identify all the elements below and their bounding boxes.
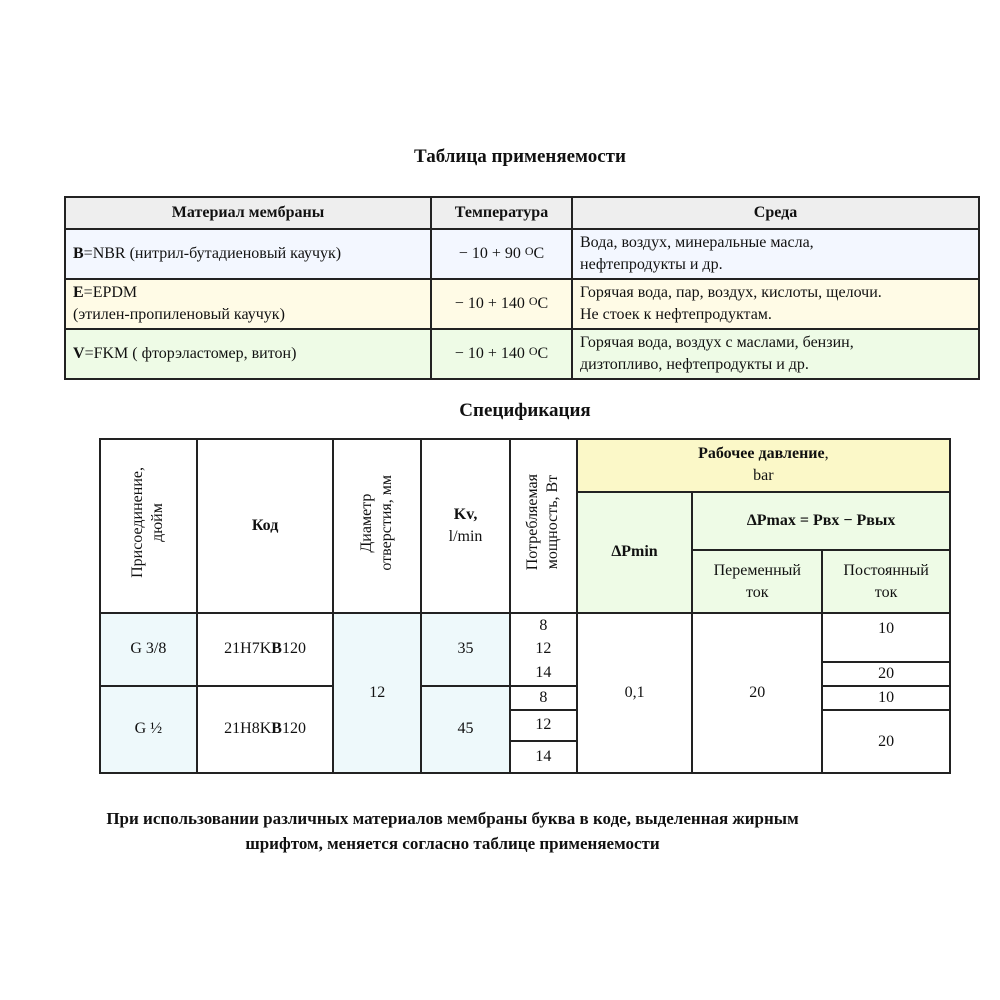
connection-cell: G ½	[100, 686, 197, 773]
temperature-unit: C	[537, 295, 549, 312]
medium-line: Вода, воздух, минеральные масла,	[580, 234, 814, 251]
diameter-header	[333, 439, 421, 613]
temperature-unit: C	[533, 245, 545, 262]
kv-cell: 45	[421, 686, 510, 773]
diameter-cell: 12	[333, 613, 421, 773]
temperature-cell	[431, 279, 572, 329]
temperature-unit: C	[537, 345, 549, 362]
pmin-cell: 0,1	[577, 613, 693, 773]
connection-header	[100, 439, 197, 613]
power-header-unit: мощность, Вт	[544, 475, 562, 570]
medium-cell	[572, 279, 979, 329]
diameter-header-label: Диаметр	[358, 493, 376, 553]
power-cell: 14	[510, 662, 577, 686]
code-suffix: 120	[281, 640, 306, 658]
table-row	[65, 329, 979, 379]
code-cell	[197, 613, 334, 686]
power-cell: 12	[510, 710, 577, 740]
power-cell: 8	[510, 613, 577, 637]
temperature-header: Температура	[431, 197, 572, 229]
degree-sign: O	[524, 244, 534, 258]
material-letter: V	[73, 345, 85, 362]
power-header	[510, 439, 577, 613]
kv-cell: 35	[421, 613, 510, 686]
medium-cell	[572, 229, 979, 279]
pressure-header-comma: ,	[824, 445, 829, 463]
medium-line: дизтопливо, нефтепродукты и др.	[580, 356, 809, 373]
medium-line: нефтепродукты и др.	[580, 256, 723, 273]
connection-header-label: Присоединение,	[129, 467, 147, 578]
material-cell	[65, 329, 431, 379]
power-header-label: Потребляемая	[524, 474, 542, 571]
kv-header-unit: l/min	[448, 528, 483, 546]
table-row	[65, 229, 979, 279]
code-header: Код	[197, 439, 334, 613]
applicability-title: Таблица применяемости	[414, 146, 626, 167]
degree-sign: O	[528, 294, 538, 308]
pmin-header: ∆Pmin	[577, 492, 693, 613]
footer-line: При использовании различных материалов мембраны буква в коде, выделенная жирным	[106, 809, 799, 828]
temperature-range: − 10 + 140	[454, 295, 529, 312]
temperature-cell	[431, 229, 572, 279]
medium-line: Не стоек к нефтепродуктам.	[580, 306, 772, 323]
power-cell: 12	[510, 637, 577, 661]
pressure-header-label: Рабочее давление	[698, 445, 825, 463]
footer-line: шрифтом, меняется согласно таблице применяемости	[245, 834, 660, 853]
kv-header-label: Kv,	[453, 506, 478, 524]
ac-cell: 20	[692, 613, 822, 773]
medium-cell	[572, 329, 979, 379]
medium-line: Горячая вода, воздух с маслами, бензин,	[580, 334, 854, 351]
dc-cell: 20	[822, 710, 950, 773]
dc-cell: 20	[822, 662, 950, 686]
material-cell	[65, 229, 431, 279]
applicability-table	[64, 196, 980, 380]
code-prefix: 21H8K	[224, 720, 272, 738]
dc-header-line: Постоянный	[843, 561, 929, 579]
pressure-header	[577, 439, 950, 492]
specification-table	[99, 438, 951, 774]
material-letter: E	[73, 284, 84, 301]
material-letter: B	[73, 245, 84, 262]
pmax-header: ∆Pmax = Pвх − Pвых	[692, 492, 950, 551]
kv-header	[421, 439, 510, 613]
material-name: =FKM ( фторэластомер, витон)	[84, 345, 297, 362]
dc-cell: 10	[822, 686, 950, 710]
material-cell	[65, 279, 431, 329]
material-name: =NBR (нитрил-бутадиеновый каучук)	[83, 245, 342, 262]
medium-line: Горячая вода, пар, воздух, кислоты, щелочи.	[580, 284, 882, 301]
connection-cell: G 3/8	[100, 613, 197, 686]
code-material-letter: B	[271, 640, 282, 658]
pressure-header-unit: bar	[753, 467, 774, 485]
specification-title: Спецификация	[459, 400, 591, 421]
medium-header: Среда	[572, 197, 979, 229]
code-prefix: 21H7K	[224, 640, 272, 658]
applicability-header-row	[65, 197, 979, 229]
ac-header-line: ток	[746, 583, 769, 601]
footer-note	[0, 806, 905, 856]
temperature-range: − 10 + 90	[458, 245, 525, 262]
ac-header	[692, 550, 822, 613]
material-name: =EPDM	[83, 284, 138, 301]
code-cell	[197, 686, 334, 773]
code-material-letter: B	[271, 720, 282, 738]
material-header: Материал мембраны	[65, 197, 431, 229]
table-row	[65, 279, 979, 329]
temperature-cell	[431, 329, 572, 379]
degree-sign: O	[528, 344, 538, 358]
ac-header-line: Переменный	[713, 561, 801, 579]
power-cell: 8	[510, 686, 577, 710]
dc-header	[822, 550, 950, 613]
connection-header-unit: дюйм	[149, 503, 167, 542]
diameter-header-unit: отверстия, мм	[378, 474, 396, 571]
power-cell: 14	[510, 741, 577, 773]
dc-header-line: ток	[874, 583, 898, 601]
material-name-line2: (этилен-пропиленовый каучук)	[73, 306, 285, 323]
temperature-range: − 10 + 140	[454, 345, 529, 362]
dc-cell: 10	[822, 613, 950, 662]
code-suffix: 120	[281, 720, 306, 738]
